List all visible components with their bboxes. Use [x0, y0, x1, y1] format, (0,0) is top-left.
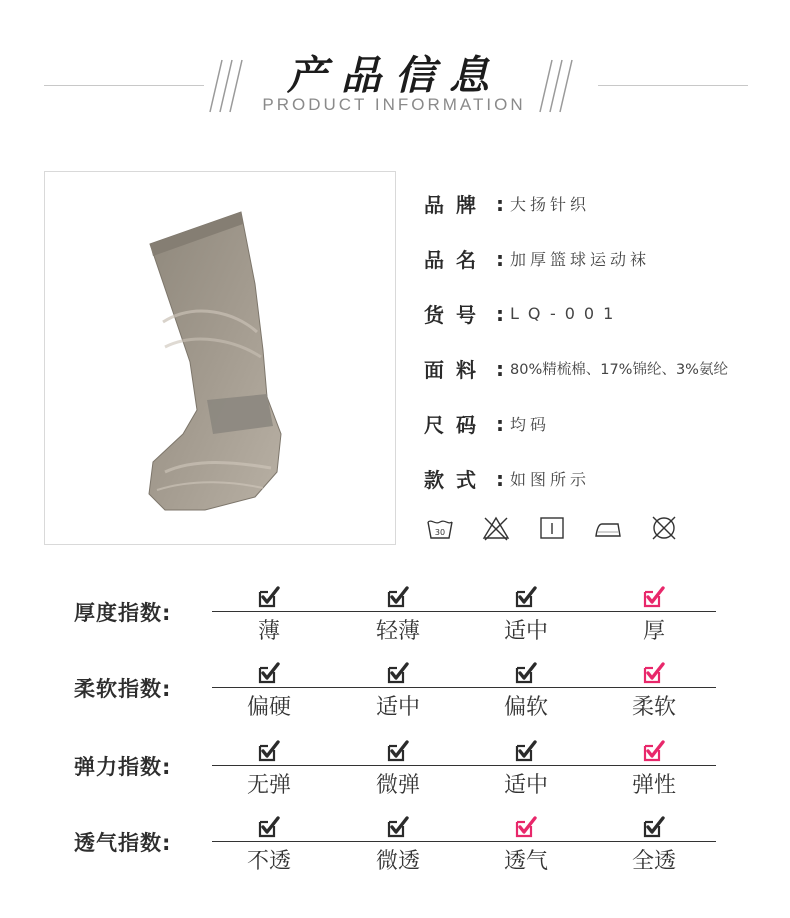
detail-row-material — [424, 341, 784, 396]
index-option-label: 适中 — [503, 619, 548, 644]
index-option — [471, 816, 581, 875]
index-option-label: 偏硬 — [246, 695, 291, 720]
checkbox-checked-icon — [643, 816, 665, 838]
index-option — [471, 662, 581, 721]
detail-label: 品牌 — [424, 193, 488, 217]
checkbox-checked-icon — [387, 816, 409, 838]
index-option-label: 微弹 — [375, 773, 420, 798]
checkbox-checked-icon — [387, 662, 409, 684]
checkbox-checked-icon — [258, 740, 280, 762]
wash-30-icon — [426, 514, 454, 542]
index-option — [599, 816, 709, 875]
detail-value: 均码 — [510, 415, 551, 434]
section-header — [0, 0, 790, 130]
index-option — [471, 586, 581, 645]
breathability-index-row — [0, 816, 790, 876]
index-label: 透气指数: — [74, 831, 172, 855]
detail-row-name — [424, 231, 784, 286]
index-option — [343, 586, 453, 645]
detail-label: 款式 — [424, 468, 488, 492]
tumble-dry-icon — [538, 514, 566, 542]
index-option-label: 薄 — [257, 619, 280, 644]
checkbox-checked-icon — [258, 816, 280, 838]
detail-colon: : — [496, 191, 504, 216]
no-bleach-icon — [482, 514, 510, 542]
product-image-frame — [44, 171, 396, 545]
header-slashes-left — [208, 58, 248, 114]
index-option-label: 厚 — [642, 619, 665, 644]
detail-value: 大扬针织 — [510, 195, 591, 214]
detail-colon: : — [496, 301, 504, 326]
checkbox-checked-icon — [515, 586, 537, 608]
index-option-label: 柔软 — [631, 695, 676, 720]
detail-value: 如图所示 — [510, 470, 591, 489]
checkbox-selected-icon — [643, 586, 665, 608]
detail-row-brand — [424, 176, 784, 231]
detail-colon: : — [496, 246, 504, 271]
index-option-label: 适中 — [503, 773, 548, 798]
index-option — [214, 740, 324, 799]
checkbox-checked-icon — [515, 662, 537, 684]
index-label: 柔软指数: — [74, 677, 172, 701]
checkbox-checked-icon — [387, 586, 409, 608]
iron-icon — [594, 514, 622, 542]
sock-image — [45, 172, 395, 544]
detail-colon: : — [496, 466, 504, 491]
header-divider-left — [44, 85, 204, 86]
softness-index-row — [0, 662, 790, 722]
index-option — [343, 740, 453, 799]
checkbox-selected-icon — [515, 816, 537, 838]
index-option-label: 不透 — [246, 849, 291, 874]
index-option-label: 全透 — [631, 849, 676, 874]
svg-text:30: 30 — [434, 528, 446, 537]
thickness-index-row — [0, 586, 790, 646]
elasticity-index-row — [0, 740, 790, 800]
index-option — [214, 586, 324, 645]
checkbox-selected-icon — [643, 662, 665, 684]
detail-label: 面料 — [424, 358, 488, 382]
index-option — [599, 662, 709, 721]
checkbox-checked-icon — [515, 740, 537, 762]
care-instructions — [426, 514, 706, 542]
detail-row-style — [424, 451, 784, 506]
no-dry-clean-icon — [650, 514, 678, 542]
index-label: 弹力指数: — [74, 755, 172, 779]
checkbox-checked-icon — [387, 740, 409, 762]
index-option — [343, 816, 453, 875]
index-option-label: 轻薄 — [375, 619, 420, 644]
detail-label: 尺码 — [424, 413, 488, 437]
detail-row-sku — [424, 286, 784, 341]
index-option-label: 无弹 — [246, 773, 291, 798]
index-option-label: 偏软 — [503, 695, 548, 720]
header-divider-right — [598, 85, 748, 86]
detail-value: LQ-001 — [510, 304, 623, 323]
index-option — [214, 816, 324, 875]
checkbox-checked-icon — [258, 662, 280, 684]
index-option-label: 适中 — [375, 695, 420, 720]
header-slashes-right — [538, 58, 578, 114]
index-option — [214, 662, 324, 721]
index-option-label: 透气 — [503, 849, 548, 874]
detail-label: 品名 — [424, 248, 488, 272]
detail-value: 80%精梳棉、17%锦纶、3%氨纶 — [510, 362, 728, 378]
index-label: 厚度指数: — [74, 601, 172, 625]
detail-row-size — [424, 396, 784, 451]
index-option-label: 弹性 — [631, 773, 676, 798]
index-option — [471, 740, 581, 799]
detail-colon: : — [496, 356, 504, 381]
page-title: 产品信息 — [287, 53, 503, 99]
detail-value: 加厚篮球运动袜 — [510, 250, 651, 269]
detail-label: 货号 — [424, 303, 488, 327]
detail-colon: : — [496, 411, 504, 436]
checkbox-selected-icon — [643, 740, 665, 762]
product-details — [424, 176, 784, 506]
index-option — [599, 740, 709, 799]
index-option — [343, 662, 453, 721]
checkbox-checked-icon — [258, 586, 280, 608]
index-option-label: 微透 — [375, 849, 420, 874]
index-option — [599, 586, 709, 645]
page-subtitle: PRODUCT INFORMATION — [262, 95, 526, 114]
